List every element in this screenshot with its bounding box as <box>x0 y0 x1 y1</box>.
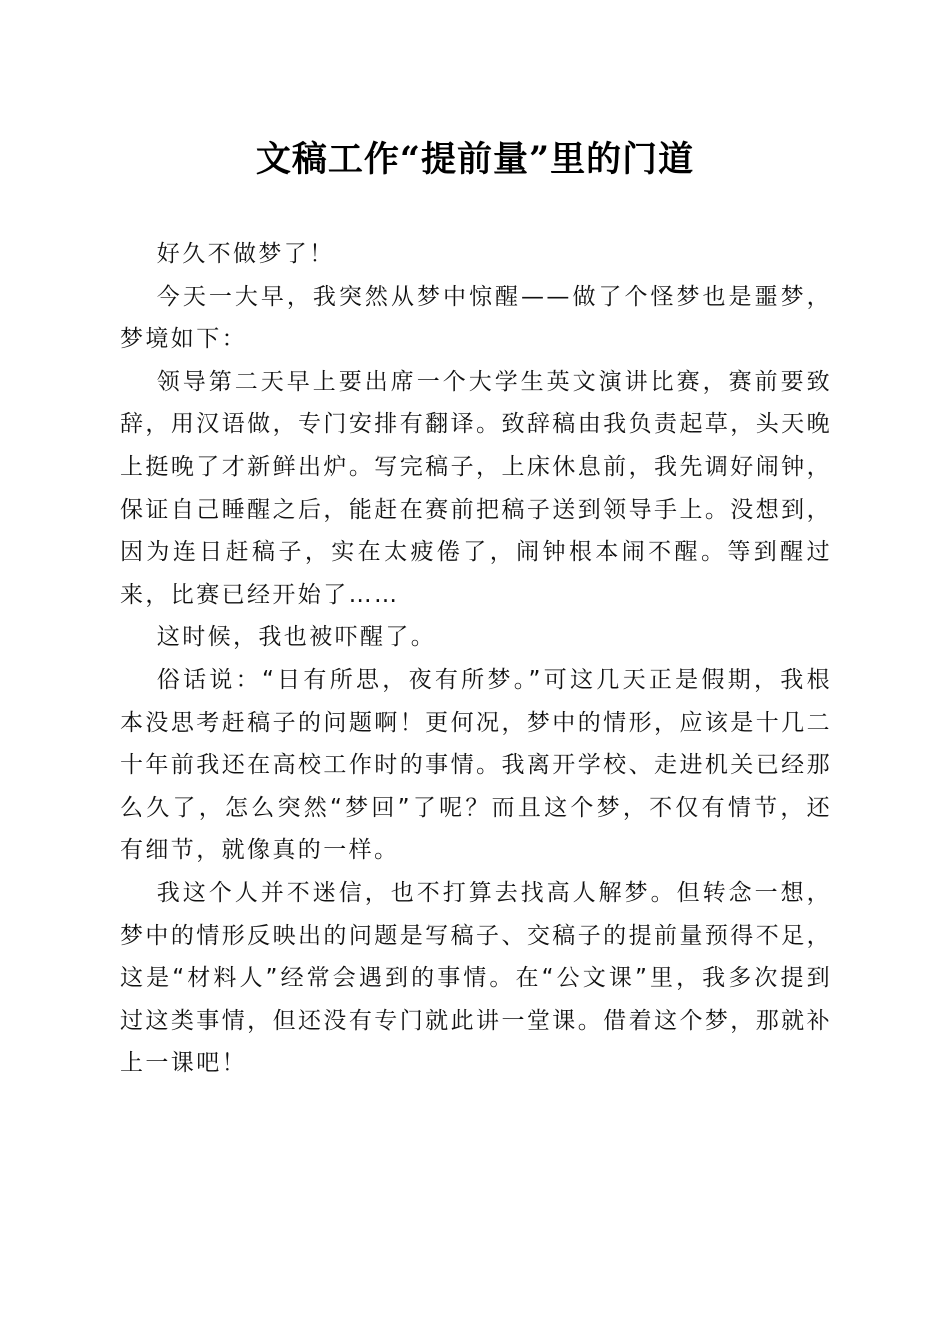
document-title: 文稿工作“提前量”里的门道 <box>255 139 695 180</box>
paragraph: 俗话说：“日有所思，夜有所梦。”可这几天正是假期，我根本没思考赶稿子的问题啊！更何况，梦中的情形，应该是十几二十年前我还在高校工作时的事情。我离开学校、走进机关已经那么久了，怎么突然“梦回”了呢？而且这个梦，不仅有情节，还有细节，就像真的一样。 <box>120 666 832 864</box>
paragraph: 我这个人并不迷信，也不打算去找高人解梦。但转念一想，梦中的情形反映出的问题是写稿子、交稿子的提前量预得不足，这是“材料人”经常会遇到的事情。在“公文课”里，我多次提到过这类事情，但还没有专门就此讲一堂课。借着这个梦，那就补上一课吧！ <box>120 879 832 1077</box>
paragraph: 今天一大早，我突然从梦中惊醒——做了个怪梦也是噩梦，梦境如下： <box>120 283 832 353</box>
paragraph: 好久不做梦了！ <box>156 241 335 267</box>
paragraph: 这时候，我也被吓醒了。 <box>156 624 437 651</box>
paragraph: 领导第二天早上要出席一个大学生英文演讲比赛，赛前要致辞，用汉语做，专门安排有翻译。致辞稿由我负责起草，头天晚上挺晚了才新鲜出炉。写完稿子，上床休息前，我先调好闹钟，保证自己睡醒之后，能赶在赛前把稿子送到领导手上。没想到，因为连日赶稿子，实在太疲倦了，闹钟根本闹不醒。等到醒过来，比赛已经开始了…… <box>120 368 832 608</box>
document-body <box>120 233 832 1085</box>
